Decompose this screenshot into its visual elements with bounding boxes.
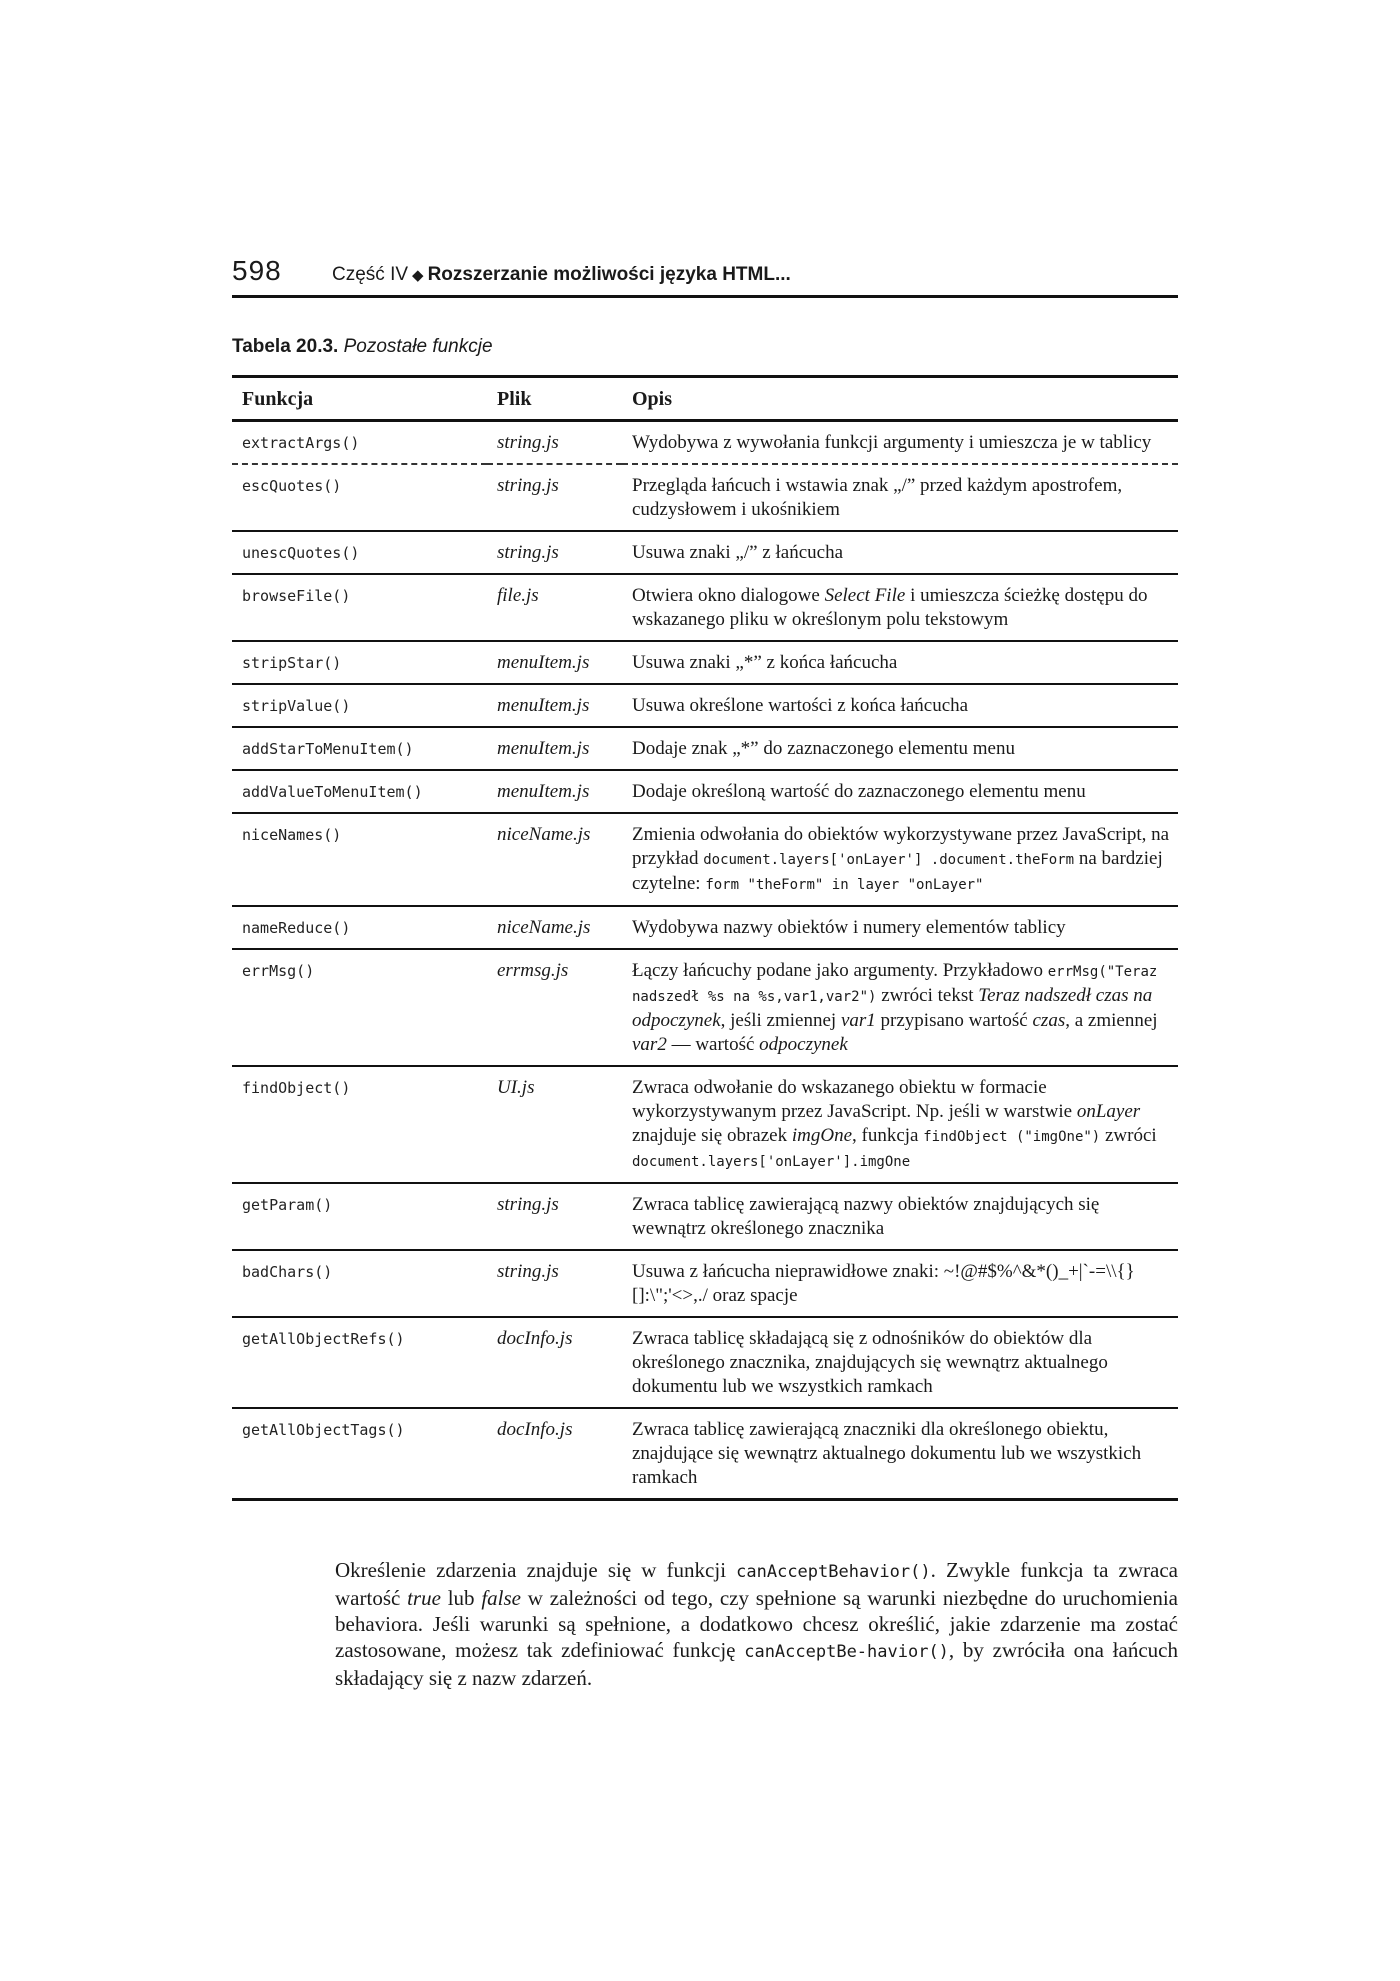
para-code: canAcceptBehavior() <box>736 1562 931 1582</box>
caption-label: Tabela 20.3. <box>232 336 339 357</box>
desc-italic: onLayer <box>1076 1101 1141 1122</box>
table-row <box>232 1408 1178 1500</box>
file-name: niceName.js <box>487 813 622 906</box>
function-name: badChars() <box>232 1250 487 1317</box>
description: Usuwa znaki „*” z końca łańcucha <box>622 641 1178 684</box>
desc-italic: imgOne <box>791 1125 852 1146</box>
desc-text: , jeśli zmiennej <box>720 1010 841 1031</box>
para-text: , by zwróciła ona łańcuch składający się z nazw zdarzeń. <box>335 1638 1178 1690</box>
desc-italic: var1 <box>840 1010 876 1031</box>
table-row <box>232 684 1178 727</box>
desc-text: Zmienia odwołania do obiektów wykorzystywane przez JavaScript, na przykład <box>632 824 1170 869</box>
body-paragraph <box>335 1557 1178 1691</box>
table-row <box>232 1183 1178 1250</box>
column-header-description: Opis <box>622 377 1178 421</box>
file-name: file.js <box>487 574 622 641</box>
desc-italic: czas <box>1032 1010 1066 1031</box>
desc-code: errMsg("Teraz nadszedł %s na %s,var1,var2") <box>632 964 1158 1005</box>
function-name: getParam() <box>232 1183 487 1250</box>
desc-text: — wartość <box>666 1034 760 1055</box>
function-name: stripStar() <box>232 641 487 684</box>
table-row <box>232 1250 1178 1317</box>
diamond-icon: ◆ <box>412 267 424 284</box>
function-name: niceNames() <box>232 813 487 906</box>
description: Zwraca tablicę składającą się z odnośników do obiektów dla określonego znacznika, znajdujących się wewnątrz aktualnego dokumentu lub we wszystkich ramkach <box>622 1317 1178 1408</box>
function-name: getAllObjectRefs() <box>232 1317 487 1408</box>
function-name: addStarToMenuItem() <box>232 727 487 770</box>
description: Usuwa znaki „/” z łańcucha <box>622 531 1178 574</box>
part-title: Część IV <box>332 264 409 285</box>
file-name: docInfo.js <box>497 1419 573 1440</box>
para-italic: false <box>481 1586 521 1610</box>
functions-table <box>232 375 1178 1501</box>
file-name: menuItem.js <box>487 770 622 813</box>
desc-code: document.layers['onLayer'].imgOne <box>632 1154 911 1170</box>
column-header-file: Plik <box>487 377 622 421</box>
table-caption <box>232 336 493 358</box>
description: Zwraca tablicę zawierającą nazwy obiektów znajdujących się wewnątrz określonego znacznika <box>622 1183 1178 1250</box>
file-name: errmsg.js <box>487 949 622 1066</box>
description <box>622 574 1178 641</box>
para-text: w zależności od tego, czy spełnione są warunki niezbędne do uruchomienia behaviora. Jeśli warunki są spełnione, a dodatkowo chcesz określić, jakie zdarzenie ma zostać zastosowane, możesz tak zdefiniować funkcję <box>335 1586 1179 1662</box>
table-row <box>232 949 1178 1066</box>
desc-italic: Teraz nadszedł czas na odpoczynek <box>632 985 1153 1031</box>
file-name: string.js <box>487 421 622 465</box>
chapter-title: Rozszerzanie możliwości języka HTML... <box>427 264 791 285</box>
page-number: 598 <box>232 255 282 286</box>
table-row <box>232 727 1178 770</box>
file-name: string.js <box>487 531 622 574</box>
desc-italic: odpoczynek <box>759 1034 848 1055</box>
function-name: addValueToMenuItem() <box>232 770 487 813</box>
function-name: nameReduce() <box>232 906 487 949</box>
desc-text: Otwiera okno dialogowe <box>632 585 825 606</box>
table-row <box>232 813 1178 906</box>
function-name: unescQuotes() <box>232 531 487 574</box>
table-row <box>232 770 1178 813</box>
file-name: UI.js <box>487 1066 622 1183</box>
table-row <box>232 574 1178 641</box>
table-row <box>232 421 1178 465</box>
description: Zwraca tablicę zawierającą znaczniki dla określonego obiektu, znajdujące się wewnątrz aktualnego dokumentu lub we wszystkich ramkach <box>632 1419 1142 1488</box>
desc-text: zwróci <box>1100 1125 1157 1146</box>
desc-text: Zwraca odwołanie do wskazanego obiektu w formacie wykorzystywanym przez JavaScript. Np. jeśli w warstwie <box>632 1077 1077 1122</box>
desc-text: , a zmiennej <box>1065 1010 1158 1031</box>
desc-code: document.layers['onLayer'] .document.theForm <box>703 852 1075 868</box>
table-row <box>232 1066 1178 1183</box>
description: Wydobywa nazwy obiektów i numery elementów tablicy <box>622 906 1178 949</box>
para-code: canAcceptBe-havior() <box>744 1642 949 1662</box>
description: Dodaje znak „*” do zaznaczonego elementu menu <box>622 727 1178 770</box>
file-name: docInfo.js <box>487 1317 622 1408</box>
desc-code: findObject ("imgOne") <box>923 1129 1101 1145</box>
caption-title: Pozostałe funkcje <box>343 336 493 357</box>
para-text: Określenie zdarzenia znajduje się w funkcji <box>335 1558 737 1582</box>
function-name: extractArgs() <box>232 421 487 465</box>
function-name: browseFile() <box>232 574 487 641</box>
file-name: string.js <box>487 1250 622 1317</box>
desc-text: Łączy łańcuchy podane jako argumenty. Przykładowo <box>632 960 1048 981</box>
running-header <box>232 255 1178 298</box>
column-header-function: Funkcja <box>232 377 487 421</box>
desc-text: i umieszcza ścieżkę dostępu do wskazanego pliku w określonym polu tekstowym <box>632 585 1148 630</box>
description: Usuwa określone wartości z końca łańcucha <box>622 684 1178 727</box>
description <box>622 949 1178 1066</box>
description: Dodaje określoną wartość do zaznaczonego elementu menu <box>622 770 1178 813</box>
table-row <box>232 464 1178 531</box>
function-name: findObject() <box>232 1066 487 1183</box>
table-row <box>232 1317 1178 1408</box>
file-name: menuItem.js <box>487 684 622 727</box>
function-name: getAllObjectTags() <box>242 1421 405 1439</box>
desc-code: form "theForm" in layer "onLayer" <box>705 877 984 893</box>
desc-text: przypisano wartość <box>875 1010 1033 1031</box>
desc-text: zwróci tekst <box>876 985 979 1006</box>
description: Usuwa z łańcucha nieprawidłowe znaki: ~!@#$%^&*()_+|`-=\\{}[]:\";'<>,./ oraz spacje <box>622 1250 1178 1317</box>
desc-italic: var2 <box>632 1034 667 1055</box>
table-row <box>232 906 1178 949</box>
description <box>622 1066 1178 1183</box>
desc-text: znajduje się obrazek <box>632 1125 792 1146</box>
file-name: niceName.js <box>487 906 622 949</box>
file-name: string.js <box>487 1183 622 1250</box>
description: Wydobywa z wywołania funkcji argumenty i umieszcza je w tablicy <box>622 421 1178 465</box>
para-italic: true <box>407 1586 441 1610</box>
desc-italic: Select File <box>824 585 906 606</box>
function-name: errMsg() <box>232 949 487 1066</box>
file-name: menuItem.js <box>487 727 622 770</box>
function-name: escQuotes() <box>232 464 487 531</box>
running-head <box>332 264 791 286</box>
table-row <box>232 641 1178 684</box>
description <box>622 813 1178 906</box>
file-name: menuItem.js <box>487 641 622 684</box>
function-name: stripValue() <box>232 684 487 727</box>
table-row <box>232 531 1178 574</box>
desc-text: , funkcja <box>852 1125 924 1146</box>
table-header-row <box>232 377 1178 421</box>
desc-text: na bardziej czytelne: <box>632 848 1163 894</box>
file-name: string.js <box>487 464 622 531</box>
para-text: . Zwykle funkcja ta zwraca wartość <box>335 1558 1178 1610</box>
para-text: lub <box>440 1586 482 1610</box>
description: Przegląda łańcuch i wstawia znak „/” przed każdym apostrofem, cudzysłowem i ukośnikiem <box>622 464 1178 531</box>
